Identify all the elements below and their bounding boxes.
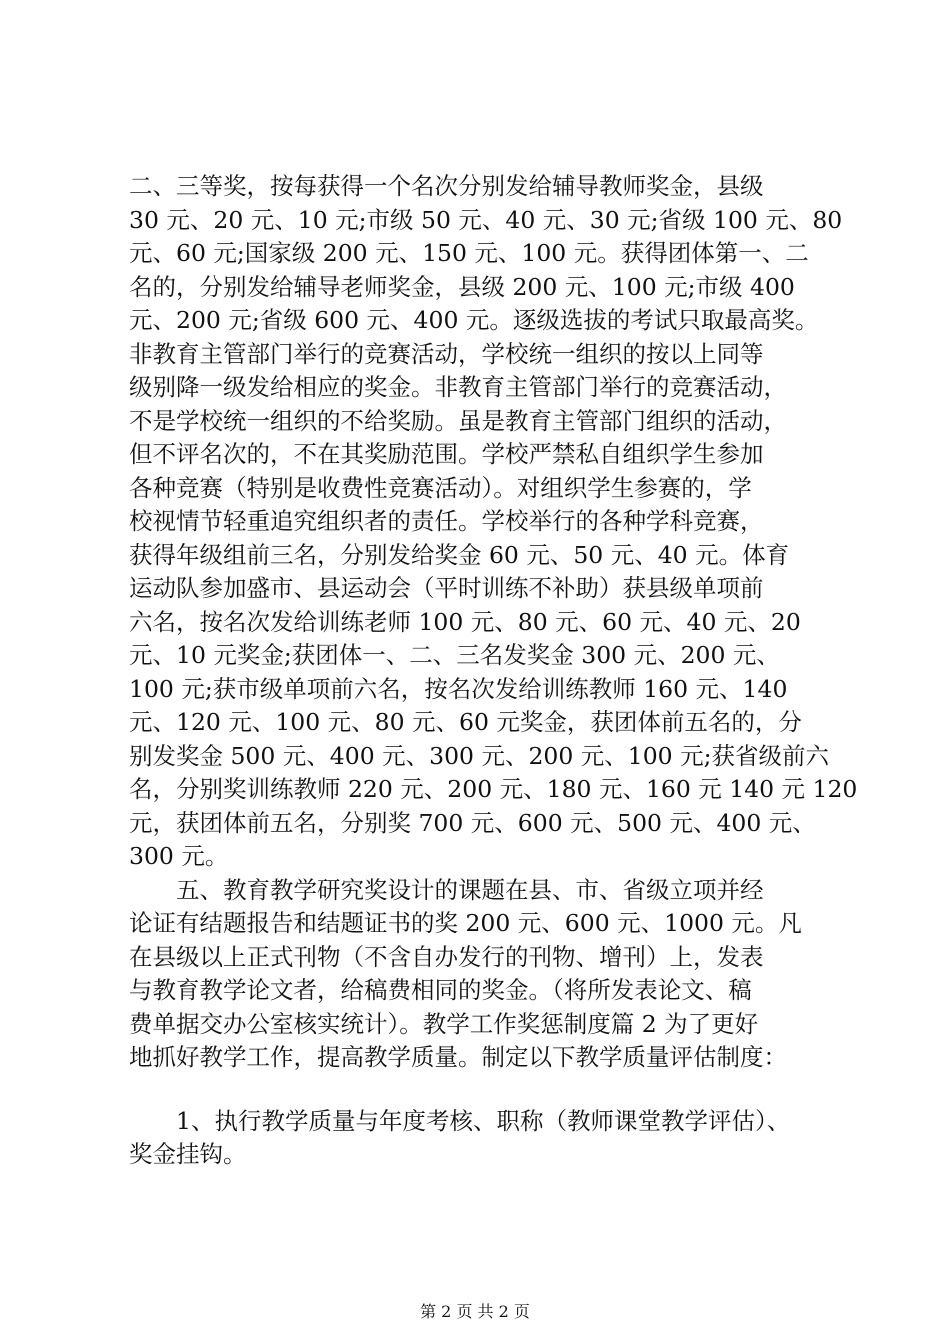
text-line: 二、三等奖，按每获得一个名次分别发给辅导教师奖金，县级: [129, 172, 764, 200]
text-line: 费单据交办公室核实统计）。教学工作奖惩制度篇 2 为了更好: [129, 1009, 759, 1038]
text-line: 六名，按名次发给训练老师 100 元、80 元、60 元、40 元、20: [129, 607, 801, 636]
text-line: 但不评名次的，不在其奖励范围。学校严禁私自组织学生参加: [129, 440, 764, 468]
text-line: 非教育主管部门举行的竞赛活动，学校统一组织的按以上同等: [129, 339, 764, 368]
text-line: 级别降一级发给相应的奖金。非教育主管部门举行的竞赛活动，: [129, 373, 787, 401]
text-line: 元，获团体前五名，分别奖 700 元、600 元、500 元、400 元、: [129, 808, 816, 837]
text-line: 获得年级组前三名，分别发给奖金 60 元、50 元、40 元。体育: [129, 540, 790, 569]
page-footer: 第 2 页 共 2 页: [420, 1302, 530, 1321]
text-line: 不是学校统一组织的不给奖励。虽是教育主管部门组织的活动，: [129, 406, 787, 435]
text-line: 元、120 元、100 元、80 元、60 元奖金，获团体前五名的，分: [129, 708, 802, 736]
text-line: 名，分别奖训练教师 220 元、200 元、180 元、160 元 140 元 120: [129, 775, 858, 803]
text-line: 各种竞赛（特别是收费性竞赛活动）。对组织学生参赛的，学: [129, 473, 752, 502]
text-line: 奖金挂钩。: [129, 1140, 247, 1168]
text-line: 元、10 元奖金;获团体一、二、三名发奖金 300 元、200 元、: [129, 641, 780, 669]
text-line: 地抓好教学工作，提高教学质量。制定以下教学质量评估制度：: [129, 1043, 787, 1071]
text-line: 名的，分别发给辅导老师奖金，县级 200 元、100 元;市级 400: [129, 272, 795, 301]
text-line: 别发奖金 500 元、400 元、300 元、200 元、100 元;获省级前六: [129, 741, 830, 770]
text-line: 300 元。: [129, 842, 229, 870]
text-line: 论证有结题报告和结题证书的奖 200 元、600 元、1000 元。凡: [129, 909, 802, 937]
paragraph-gap: [129, 1075, 854, 1105]
text-line: 30 元、20 元、10 元;市级 50 元、40 元、30 元;省级 100 元、80: [129, 205, 843, 234]
text-line: 元、60 元;国家级 200 元、150 元、100 元。获得团体第一、二: [129, 239, 809, 267]
text-line: 元、200 元;省级 600 元、400 元。逐级选拔的考试只取最高奖。: [129, 306, 819, 334]
document-body: [129, 170, 858, 1172]
text-line: 与教育教学论文者，给稿费相同的奖金。（将所发表论文、稿: [129, 976, 752, 1004]
text-line: 在县级以上正式刊物（不含自办发行的刊物、增刊）上，发表: [129, 942, 764, 971]
text-line: 五、教育教学研究奖设计的课题在县、市、省级立项并经: [129, 875, 764, 904]
text-line: 100 元;获市级单项前六名，按名次发给训练教师 160 元、140: [129, 674, 788, 703]
text-line: 校视情节轻重追究组织者的责任。学校举行的各种学科竞赛，: [129, 507, 764, 535]
text-line: 运动队参加盛市、县运动会（平时训练不补助）获县级单项前: [129, 574, 764, 602]
text-line: 1、执行教学质量与年度考核、职称（教师课堂教学评估）、: [129, 1106, 791, 1135]
